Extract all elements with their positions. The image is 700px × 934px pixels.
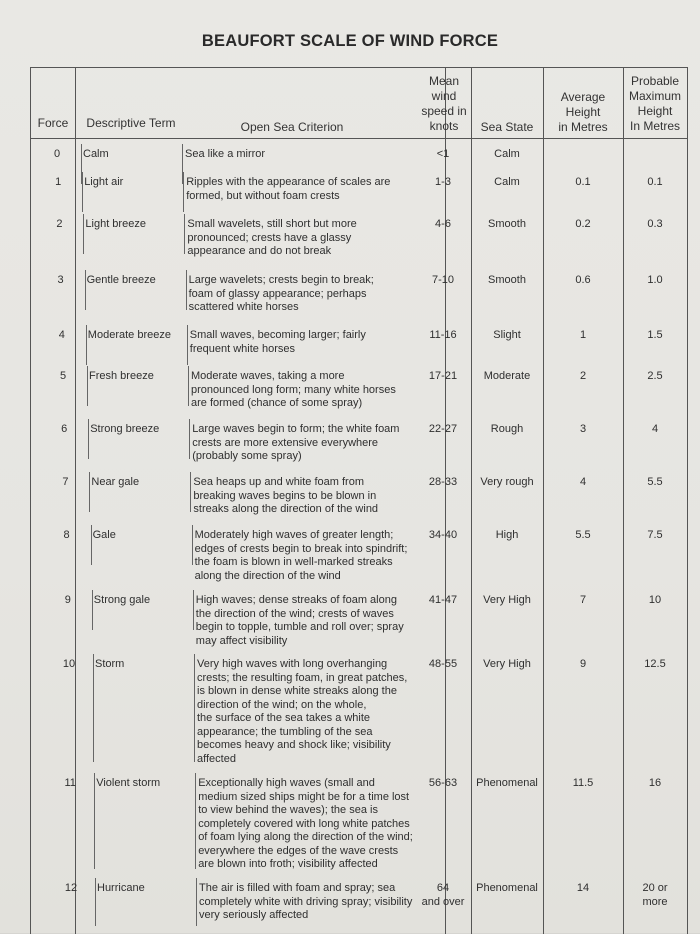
open-sea-criterion-line: the direction of the wind; crests of waves <box>195 607 394 620</box>
header-max-line: Maximum <box>628 89 681 103</box>
term-divider <box>92 590 93 630</box>
col-divider <box>623 68 624 934</box>
criterion-divider <box>194 654 195 762</box>
force-number: 4 <box>58 329 65 341</box>
col-divider <box>445 68 446 934</box>
mean-wind-speed <box>417 148 469 162</box>
open-sea-criterion-line: begin to topple, tumble and roll over; spray <box>195 621 404 633</box>
open-sea-criterion-line: pronounced; crests have a glassy <box>187 231 352 244</box>
open-sea-criterion-line: Exceptionally high waves (small and <box>198 777 375 789</box>
average-height: 7 <box>579 594 587 606</box>
force-number: 6 <box>61 423 68 435</box>
mean-wind-speed-line: and over <box>421 895 465 908</box>
mean-wind-speed-line: 28-33 <box>428 476 458 488</box>
open-sea-criterion <box>197 658 427 766</box>
max-height-line: 16 <box>648 777 662 789</box>
average-height: 2 <box>579 370 587 382</box>
open-sea-criterion-line: breaking waves begins to be blown in <box>193 489 377 502</box>
max-height <box>623 329 687 343</box>
max-height <box>623 274 687 288</box>
header-force: Force <box>37 116 69 130</box>
max-height-line: 4 <box>651 423 659 435</box>
open-sea-criterion-line: foam of glassy appearance; perhaps <box>188 287 367 300</box>
open-sea-criterion <box>199 882 429 923</box>
mean-wind-speed <box>417 476 469 490</box>
average-height: 1 <box>579 329 587 341</box>
force-number: 10 <box>62 658 76 670</box>
descriptive-term: Gale <box>92 529 116 541</box>
max-height-line: 5.5 <box>647 476 663 488</box>
mean-wind-speed <box>417 529 469 543</box>
max-height <box>623 423 687 437</box>
average-height: 0.1 <box>575 176 591 188</box>
descriptive-term: Calm <box>83 148 109 160</box>
term-divider <box>95 878 96 926</box>
header-knots-line: Mean <box>428 74 460 88</box>
open-sea-criterion-line: the foam is blown in well-marked streaks <box>194 556 393 568</box>
page-title: BEAUFORT SCALE OF WIND FORCE <box>201 32 499 50</box>
open-sea-criterion-line: The air is filled with foam and spray; sea <box>199 882 396 894</box>
max-height <box>623 176 687 190</box>
header-knots-line: knots <box>429 119 459 133</box>
average-height: 3 <box>579 423 587 435</box>
term-divider <box>87 366 88 406</box>
header-knots <box>416 74 472 134</box>
mean-wind-speed <box>417 658 469 672</box>
term-divider <box>94 773 95 869</box>
criterion-divider <box>195 773 196 869</box>
max-height <box>623 777 687 791</box>
open-sea-criterion-line: the surface of the sea takes a white <box>197 712 371 724</box>
open-sea-criterion-line: of foam lying along the direction of the wind; <box>198 831 413 843</box>
sea-state: Smooth <box>488 274 526 286</box>
max-height <box>623 476 687 490</box>
descriptive-term: Moderate breeze <box>87 329 171 341</box>
mean-wind-speed-line: 34-40 <box>428 529 458 541</box>
average-height: 0.2 <box>575 218 591 230</box>
header-max-line: Height <box>637 104 673 118</box>
mean-wind-speed-line: 4-6 <box>435 218 451 230</box>
criterion-divider <box>192 525 193 565</box>
open-sea-criterion <box>189 274 419 315</box>
open-sea-criterion-line: appearance and do not break <box>187 245 332 257</box>
descriptive-term: Strong breeze <box>90 423 160 435</box>
open-sea-criterion-line: along the direction of the wind <box>194 569 341 582</box>
max-height-line: 2.5 <box>647 370 663 382</box>
open-sea-criterion-line: to view behind the waves); the sea is <box>198 804 378 816</box>
col-divider <box>543 68 544 934</box>
force-number: 9 <box>64 594 71 606</box>
open-sea-criterion <box>190 329 420 356</box>
descriptive-term: Fresh breeze <box>89 370 154 382</box>
open-sea-criterion-line: are blown into froth; visibility affected <box>198 858 378 870</box>
open-sea-criterion <box>196 594 426 648</box>
term-divider <box>89 472 90 512</box>
open-sea-criterion-line: (probably some spray) <box>192 450 302 462</box>
average-height: 0.6 <box>575 274 591 286</box>
open-sea-criterion-line: High waves; dense streaks of foam along <box>195 594 397 606</box>
max-height-line: 0.3 <box>647 218 663 230</box>
descriptive-term: Light breeze <box>85 218 146 230</box>
header-average-height <box>543 90 623 135</box>
open-sea-criterion-line: direction of the wind; on the whole, <box>197 698 367 711</box>
open-sea-criterion <box>192 423 422 464</box>
term-divider <box>88 419 89 459</box>
criterion-divider <box>188 366 189 406</box>
mean-wind-speed <box>417 274 469 288</box>
open-sea-criterion-line: everywhere the edges of the wave crests <box>198 844 399 857</box>
term-divider <box>85 270 86 310</box>
header-avg-line: in Metres <box>558 120 608 134</box>
mean-wind-speed-line: 56-63 <box>428 777 458 789</box>
header-divider <box>31 138 687 139</box>
descriptive-term: Strong gale <box>93 594 151 606</box>
force-number: 7 <box>62 476 69 488</box>
header-max-line: In Metres <box>629 119 680 133</box>
open-sea-criterion <box>198 777 428 872</box>
criterion-divider <box>186 270 187 310</box>
col-divider <box>75 68 76 934</box>
force-number: 0 <box>53 148 61 160</box>
sea-state: Phenomenal <box>476 777 538 789</box>
open-sea-criterion-line: completely covered with long white patches <box>198 817 410 830</box>
mean-wind-speed-line: 64 <box>436 882 450 894</box>
sea-state: Very High <box>483 594 531 606</box>
header-criterion: Open Sea Criterion <box>240 120 344 134</box>
average-height: 14 <box>576 882 590 894</box>
open-sea-criterion-line: very seriously affected <box>199 909 309 921</box>
open-sea-criterion-line: scattered white horses <box>188 301 299 313</box>
open-sea-criterion-line: Large wavelets; crests begin to break; <box>188 274 374 286</box>
mean-wind-speed <box>417 423 469 437</box>
open-sea-criterion-line: medium sized ships might be for a time lost <box>198 790 410 803</box>
open-sea-criterion-line: Small wavelets, still short but more <box>187 218 357 230</box>
beaufort-table <box>30 67 688 934</box>
force-number: 11 <box>64 777 76 789</box>
mean-wind-speed <box>417 370 469 384</box>
header-avg-line: Average <box>560 90 606 104</box>
sea-state: Very High <box>483 658 531 670</box>
open-sea-criterion-line: edges of crests begin to break into spindrift; <box>194 542 408 555</box>
criterion-divider <box>183 172 184 212</box>
max-height <box>623 370 687 384</box>
open-sea-criterion-line: crests; the resulting foam, in great patches, <box>197 671 408 684</box>
open-sea-criterion-line: streaks along the direction of the wind <box>193 503 379 515</box>
open-sea-criterion-line: frequent white horses <box>189 342 295 355</box>
open-sea-criterion-line: Moderate waves, taking a more <box>191 370 345 382</box>
sea-state: Very rough <box>480 476 534 488</box>
open-sea-criterion-line: crests are more extensive everywhere <box>192 436 379 449</box>
average-height: 5.5 <box>575 529 591 541</box>
header-max-line: Probable <box>630 74 680 88</box>
sea-state: Moderate <box>483 370 531 382</box>
max-height <box>623 218 687 232</box>
force-number: 2 <box>56 218 63 230</box>
open-sea-criterion <box>193 476 423 517</box>
force-number: 8 <box>63 529 70 541</box>
max-height-line: 1.0 <box>647 274 663 286</box>
max-height-line: 7.5 <box>647 529 663 541</box>
header-knots-line: wind <box>431 89 457 103</box>
force-number: 12 <box>64 882 78 894</box>
criterion-divider <box>193 590 194 630</box>
open-sea-criterion-line: Large waves begin to form; the white foam <box>192 423 400 435</box>
term-divider <box>83 214 84 254</box>
sea-state: Rough <box>490 423 524 435</box>
max-height <box>623 529 687 543</box>
term-divider <box>82 172 83 212</box>
term-divider <box>91 525 92 565</box>
mean-wind-speed <box>417 777 469 791</box>
criterion-divider <box>184 214 185 254</box>
mean-wind-speed-line: <1 <box>436 148 450 160</box>
mean-wind-speed-line: 7-10 <box>431 274 455 286</box>
open-sea-criterion-line: formed, but without foam crests <box>186 189 340 202</box>
open-sea-criterion <box>195 529 425 583</box>
open-sea-criterion-line: affected <box>197 752 236 765</box>
open-sea-criterion <box>185 148 415 162</box>
max-height <box>623 658 687 672</box>
descriptive-term: Violent storm <box>96 777 161 789</box>
header-term: Descriptive Term <box>86 116 176 130</box>
max-height-line: 10 <box>648 594 662 606</box>
mean-wind-speed <box>417 882 469 909</box>
open-sea-criterion-line: becomes heavy and shock like; visibility <box>197 739 391 751</box>
mean-wind-speed-line: 41-47 <box>428 594 458 606</box>
header-max-height <box>623 74 687 134</box>
max-height-line: 1.5 <box>647 329 663 341</box>
open-sea-criterion-line: Small waves, becoming larger; fairly <box>189 329 366 341</box>
sea-state: Slight <box>493 329 521 341</box>
mean-wind-speed-line: 1-3 <box>435 176 451 188</box>
mean-wind-speed-line: 17-21 <box>428 370 458 382</box>
descriptive-term: Hurricane <box>97 882 145 894</box>
criterion-divider <box>190 472 191 512</box>
force-number: 3 <box>57 274 64 286</box>
mean-wind-speed <box>417 329 469 343</box>
max-height-line: 0.1 <box>647 176 663 188</box>
criterion-divider <box>196 878 197 926</box>
open-sea-criterion-line: is blown in dense white streaks along the <box>197 685 397 697</box>
max-height-line: more <box>642 895 668 908</box>
header-knots-line: speed in <box>421 104 467 118</box>
descriptive-term: Near gale <box>91 476 140 488</box>
open-sea-criterion-line: may affect visibility <box>195 634 288 647</box>
term-divider <box>86 325 87 365</box>
mean-wind-speed-line: 22-27 <box>428 423 458 435</box>
descriptive-term: Gentle breeze <box>86 274 156 286</box>
header-sea-state: Sea State <box>480 120 534 134</box>
criterion-divider <box>187 325 188 365</box>
open-sea-criterion <box>186 176 416 203</box>
open-sea-criterion-line: appearance; the tumbling of the sea <box>197 725 373 738</box>
term-divider <box>93 654 94 762</box>
mean-wind-speed <box>417 218 469 232</box>
average-height: 11.5 <box>572 777 594 789</box>
mean-wind-speed-line: 11-16 <box>429 329 457 341</box>
open-sea-criterion-line: pronounced long form; many white horses <box>191 383 396 396</box>
average-height: 4 <box>579 476 587 488</box>
descriptive-term: Light air <box>84 176 124 188</box>
open-sea-criterion <box>191 370 421 411</box>
max-height <box>623 594 687 608</box>
open-sea-criterion-line: Moderately high waves of greater length; <box>194 529 394 541</box>
open-sea-criterion-line: Sea like a mirror <box>185 148 266 160</box>
average-height: 9 <box>579 658 587 670</box>
open-sea-criterion <box>187 218 417 259</box>
descriptive-term: Storm <box>95 658 125 670</box>
open-sea-criterion-line: Sea heaps up and white foam from <box>193 476 364 488</box>
force-number: 1 <box>55 176 62 188</box>
open-sea-criterion-line: Very high waves with long overhanging <box>197 658 388 670</box>
sea-state: Calm <box>494 176 520 188</box>
criterion-divider <box>189 419 190 459</box>
sea-state: Smooth <box>488 218 526 230</box>
mean-wind-speed-line: 48-55 <box>428 658 458 670</box>
sea-state: Calm <box>494 148 520 160</box>
open-sea-criterion-line: are formed (chance of some spray) <box>191 397 363 409</box>
header-avg-line: Height <box>565 105 601 119</box>
force-number: 5 <box>59 370 67 382</box>
sea-state: High <box>495 529 519 541</box>
col-divider <box>471 68 472 934</box>
mean-wind-speed <box>417 594 469 608</box>
max-height-line: 12.5 <box>644 658 666 670</box>
max-height <box>623 882 687 909</box>
open-sea-criterion-line: Ripples with the appearance of scales are <box>186 176 391 188</box>
open-sea-criterion-line: completely white with driving spray; visibility <box>199 895 413 908</box>
sea-state: Phenomenal <box>476 882 538 894</box>
mean-wind-speed <box>417 176 469 190</box>
max-height-line: 20 or <box>642 882 668 894</box>
